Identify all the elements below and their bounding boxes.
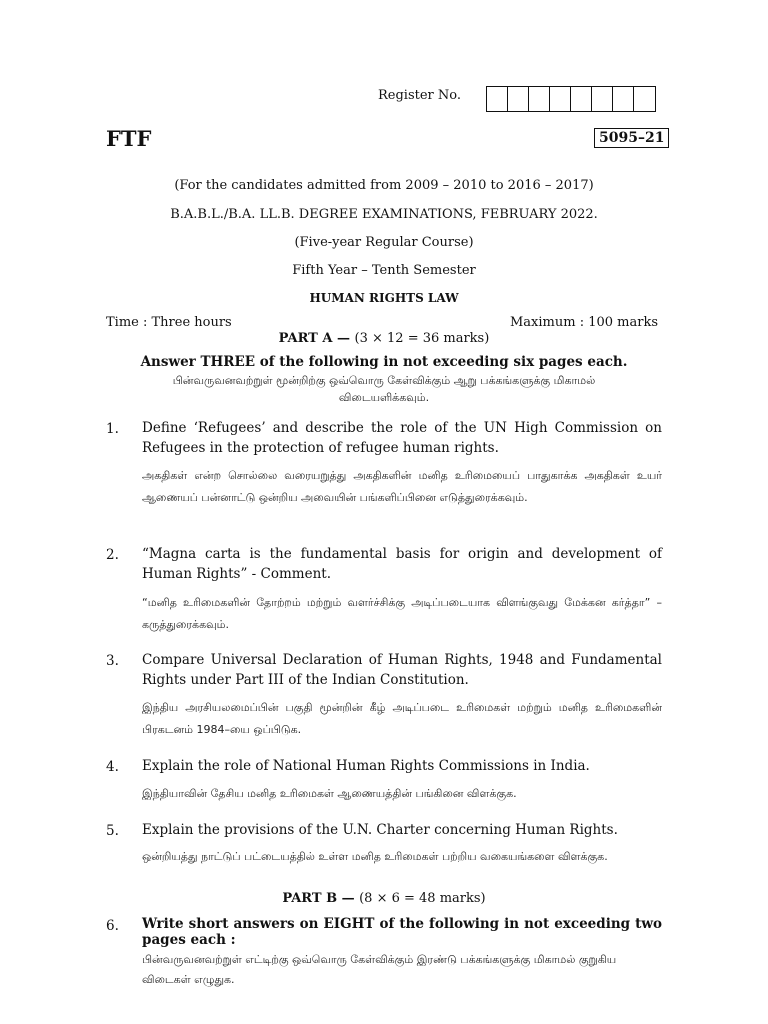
register-digit-box[interactable] — [550, 87, 571, 111]
register-digit-box[interactable] — [529, 87, 550, 111]
question-text-tamil: இந்தியாவின் தேசிய மனித உரிமைகள் ஆணையத்தின் பங்கினை விளக்குக. — [142, 787, 517, 800]
register-digit-box[interactable] — [634, 87, 655, 111]
subject-title: HUMAN RIGHTS LAW — [309, 291, 459, 305]
register-digit-box[interactable] — [487, 87, 508, 111]
part-a-instruction-tamil: பின்வருவனவற்றுள் மூன்றிற்கு ஒவ்வொரு கேள்விக்கும் ஆறு பக்கங்களுக்கு மிகாமல் — [172, 374, 596, 387]
question-text: Define ‘Refugees’ and describe the role of the UN High Commission on Refugees in the protection of refugee human rights. — [142, 420, 662, 456]
question-number: 4. — [106, 759, 119, 775]
exam-code: FTF — [106, 126, 152, 151]
register-number-boxes[interactable] — [486, 86, 656, 112]
course-line: (Five-year Regular Course) — [294, 235, 474, 250]
register-digit-box[interactable] — [613, 87, 634, 111]
part-a-instruction: Answer THREE of the following in not exceeding six pages each. — [140, 354, 628, 370]
part-a-title: PART A — — [278, 331, 355, 346]
part-b-instruction: Write short answers on EIGHT of the following in not exceeding two pages each : — [142, 916, 662, 948]
maximum-marks: Maximum : 100 marks — [510, 315, 659, 330]
question-text-tamil: “மனித உரிமைகளின் தோற்றம் மற்றும் வளர்ச்சிக்கு அடிப்படையாக விளங்குவது மேக்கன கர்த்தா” – கருத்துரைக்கவும். — [142, 596, 662, 631]
part-b-instruction-tamil: பின்வருவனவற்றுள் எட்டிற்கு ஒவ்வொரு கேள்விக்கும் இரண்டு பக்கங்களுக்கு மிகாமல் குறுகிய விடைகள் எழுதுக. — [142, 953, 617, 986]
time-allowed: Time : Three hours — [106, 315, 232, 330]
part-a-heading — [0, 331, 768, 346]
paper-code: 5095–21 — [594, 128, 669, 148]
question-number: 2. — [106, 547, 119, 563]
question-number: 5. — [106, 823, 119, 839]
part-b-marks: (8 × 6 = 48 marks) — [359, 891, 486, 906]
register-number-label: Register No. — [378, 88, 462, 103]
question-text: Compare Universal Declaration of Human Rights, 1948 and Fundamental Rights under Part III of the Indian Constitution. — [142, 652, 662, 688]
part-a-marks: (3 × 12 = 36 marks) — [354, 331, 490, 346]
question-text: “Magna carta is the fundamental basis for origin and development of Human Rights” - Comment. — [142, 546, 662, 582]
question-number: 6. — [106, 918, 119, 934]
register-digit-box[interactable] — [508, 87, 529, 111]
semester-line: Fifth Year – Tenth Semester — [292, 263, 476, 278]
degree-exam-line: B.A.B.L./B.A. LL.B. DEGREE EXAMINATIONS, FEBRUARY 2022. — [170, 207, 598, 222]
part-b-title: PART B — — [282, 891, 360, 906]
question-text: Explain the provisions of the U.N. Charter concerning Human Rights. — [142, 822, 618, 838]
question-text-tamil: அகதிகள் என்ற சொல்லை வரையறுத்து அகதிகளின் மனித உரிமையைப் பாதுகாக்க அகதிகள் உயர் ஆணையப் பன்னாட்டு ஒன்றிய அவையின் பங்களிப்பினை எடுத்துரைக்கவும். — [142, 469, 662, 504]
register-digit-box[interactable] — [592, 87, 613, 111]
question-text-tamil: ஒன்றியத்து நாட்டுப் பட்டையத்தில் உள்ள மனித உரிமைகள் பற்றிய வகையங்களை விளக்குக. — [142, 850, 608, 863]
question-number: 3. — [106, 653, 119, 669]
question-text-tamil: இந்திய அரசியலமைப்பின் பகுதி மூன்றின் கீழ் அடிப்படை உரிமைகள் மற்றும் மனித உரிமைகளின் பிரகடனம் 1984–யை ஒப்பிடுக. — [142, 701, 662, 736]
part-a-instruction-tamil-cont: விடையளிக்கவும். — [338, 391, 430, 404]
question-text: Explain the role of National Human Rights Commissions in India. — [142, 758, 590, 774]
part-b-heading — [0, 891, 768, 906]
register-digit-box[interactable] — [571, 87, 592, 111]
admission-batch-line: (For the candidates admitted from 2009 – 2010 to 2016 – 2017) — [174, 178, 594, 193]
question-number: 1. — [106, 421, 119, 437]
